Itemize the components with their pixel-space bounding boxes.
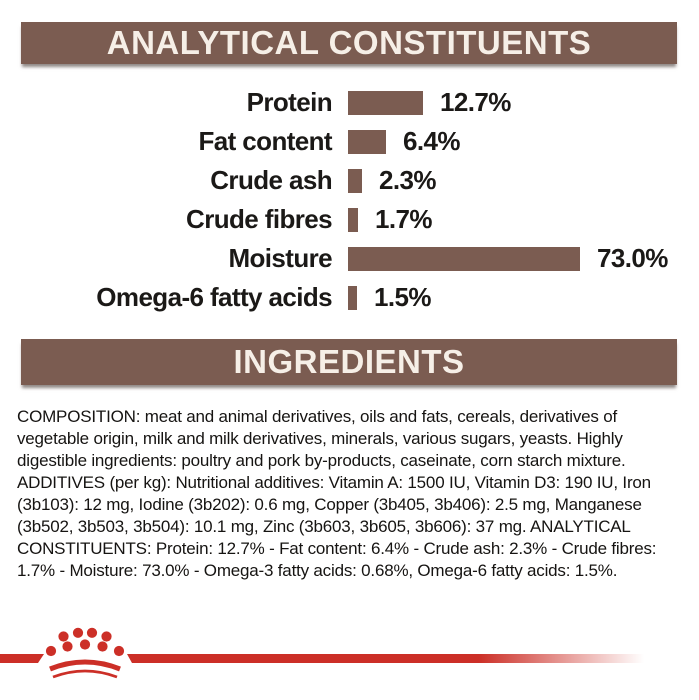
crown-dots [46,628,124,656]
chart-row-label: Crude ash [210,165,332,195]
chart-bar [348,130,386,154]
chart-bar [348,247,580,271]
composition-text: COMPOSITION: meat and animal derivatives, oils and fats, cereals, derivatives of vegetable origin, milk and milk derivatives, minerals, various sugars, yeasts. Highly digestible ingredients: poultry and pork by-products, caseinate, corn starch mixture. ADDITIVES (per kg): Nutritional additives: Vitamin A: 1500 IU, Vitamin D3: 190 IU, Iron (3b103): 12 mg, Iodine (3b202): 0.6 mg, Copper (3b405, 3b406): 2.5 mg, Manganese (3b502, 3b503, 3b504): 10.1 mg, Zinc (3b603, 3b605, 3b606): 37 mg. ANALYTICAL CONSTITUENTS: Protein: 12.7% - Fat content: 6.4% - Crude ash: 2.3% - Crude fibres: 1.7% - Moisture: 73.0% - Omega-3 fatty acids: 0.68%, Omega-6 fatty acids: 1.5%. [17,407,657,580]
brand-rule-right [127,654,660,663]
chart-row-label: Moisture [228,243,332,273]
ingredients-header [21,339,677,385]
chart-row-label: Protein [246,87,332,117]
crown-arcs [50,662,120,677]
chart-row-label: Crude fibres [186,204,332,234]
ingredients-title: INGREDIENTS [233,343,465,380]
chart-row-label: Fat content [198,126,332,156]
chart-bar-value: 1.7% [375,204,432,234]
analytical-constituents-header [21,22,677,64]
chart-bar [348,286,357,310]
chart-bar [348,169,362,193]
chart-bar [348,91,423,115]
chart-bar-value: 1.5% [374,282,431,312]
analytical-constituents-title: ANALYTICAL CONSTITUENTS [106,24,592,61]
chart-bar-value: 12.7% [440,87,511,117]
chart-row [0,278,699,317]
chart-bar [348,208,358,232]
chart-row [0,161,699,200]
chart-row [0,200,699,239]
royal-canin-crown-icon [44,626,126,684]
chart-row [0,122,699,161]
chart-row [0,83,699,122]
brand-rule-left [0,654,44,663]
analytical-constituents-chart [0,83,699,317]
chart-bar-value: 73.0% [597,243,668,273]
chart-row [0,239,699,278]
chart-row-label: Omega-6 fatty acids [96,282,332,312]
chart-bar-value: 6.4% [403,126,460,156]
chart-bar-value: 2.3% [379,165,436,195]
